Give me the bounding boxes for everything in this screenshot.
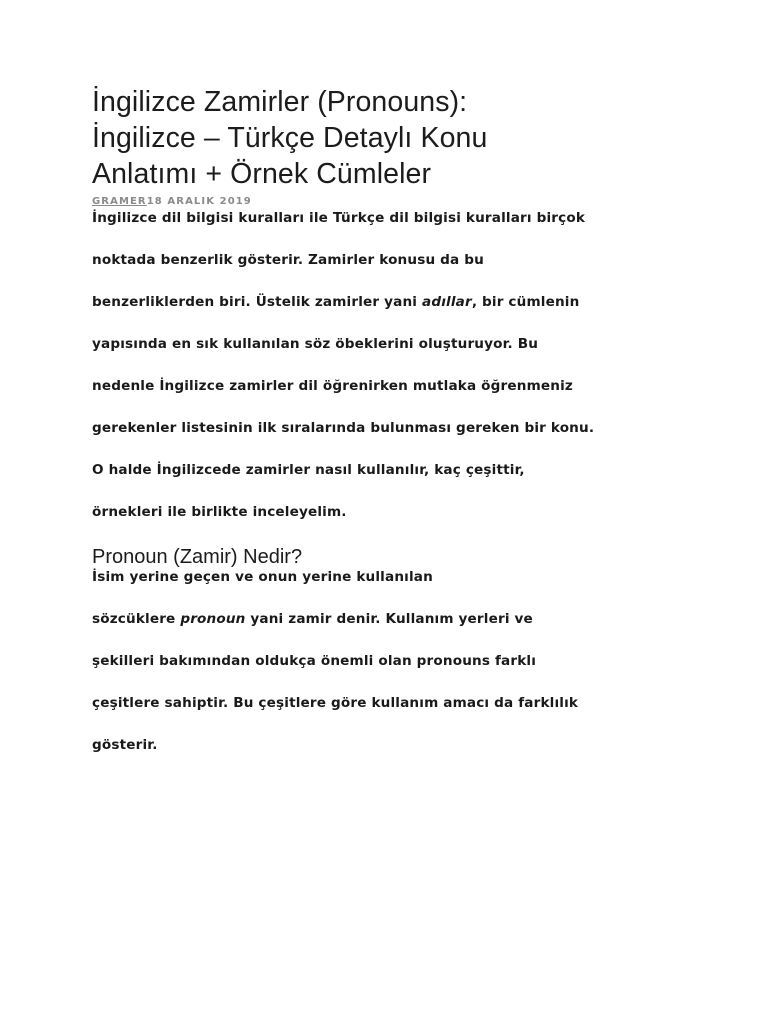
section-line-1: İsim yerine geçen ve onun yerine kullanılan (92, 569, 433, 585)
title-line-3: Anlatımı + Örnek Cümleler (92, 158, 432, 190)
intro-line-6: gerekenler listesinin ilk sıralarında bulunması gereken bir konu. (92, 420, 595, 436)
title-line-2: İngilizce – Türkçe Detaylı Konu (92, 122, 488, 154)
article (92, 84, 692, 753)
intro-line-5: nedenle İngilizce zamirler dil öğrenirken mutlaka öğrenmeniz (92, 378, 573, 394)
section-line-3: şekilleri bakımından oldukça önemli olan pronouns farklı (92, 653, 537, 669)
section-line-5: gösterir. (92, 737, 158, 753)
intro-paragraph (92, 210, 692, 520)
intro-line-1: İngilizce dil bilgisi kuralları ile Türkçe dil bilgisi kuralları birçok (92, 210, 586, 226)
article-meta (92, 196, 692, 208)
intro-line-3-end: , bir cümlenin (471, 294, 580, 310)
section-line-4: çeşitlere sahiptir. Bu çeşitlere göre kullanım amacı da farklılık (92, 695, 579, 711)
emphasis-pronoun: pronoun (180, 611, 246, 627)
article-title (92, 84, 692, 192)
section-line-2-end: yani zamir denir. Kullanım yerleri ve (245, 611, 533, 627)
intro-line-2: noktada benzerlik gösterir. Zamirler konusu da bu (92, 252, 484, 268)
intro-line-3 (92, 294, 692, 336)
intro-line-8: örnekleri ile birlikte inceleyelim. (92, 504, 347, 520)
intro-line-4: yapısında en sık kullanılan söz öbeklerini oluşturuyor. Bu (92, 336, 539, 352)
publish-date: 18 ARALIK 2019 (146, 196, 252, 207)
intro-line-7: O halde İngilizcede zamirler nasıl kullanılır, kaç çeşittir, (92, 462, 525, 478)
section-heading: Pronoun (Zamir) Nedir? (92, 546, 303, 568)
section-line-2-start: sözcüklere (92, 611, 181, 627)
category-link[interactable]: GRAMER (92, 196, 147, 207)
intro-line-3-start: benzerliklerden biri. Üstelik zamirler yani (92, 294, 422, 310)
title-line-1: İngilizce Zamirler (Pronouns): (92, 86, 468, 118)
emphasis-adillar: adıllar (422, 294, 472, 310)
section-line-2 (92, 611, 692, 653)
section-paragraph (92, 569, 692, 753)
